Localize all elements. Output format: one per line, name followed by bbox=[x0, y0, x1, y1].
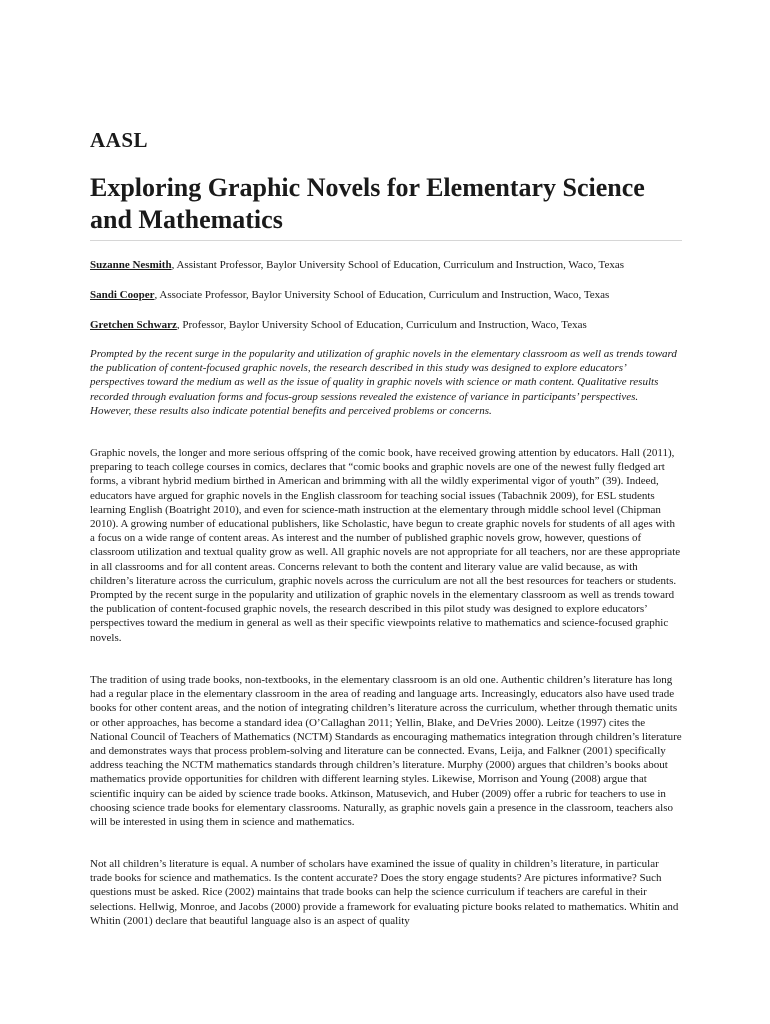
author-line bbox=[90, 318, 587, 332]
author-line bbox=[90, 258, 624, 272]
body-paragraph: Graphic novels, the longer and more serious offspring of the comic book, have received growing attention by educators. Hall (2011), preparing to teach college courses in comics, declares that “comic books and graphic novels are one of the newest fully fledged art forms, a vibrant hybrid medium birthed in American and brimming with all the wildly experimental vigor of youth” (39). Indeed, educators have argued for graphic novels in the English classroom for teaching social issues (Tabachnik 2009), for ESL students learning English (Boatright 2010), and even for science-math instruction at the elementary through middle school level (Chipman 2010). A growing number of educational publishers, like Scholastic, have begun to create graphic novels for students of all ages with a focus on a wide range of content areas. As interest and the number of published graphic novels grow, however, questions of classroom utilization and textual quality grow as well. All graphic novels are not appropriate for all teachers, nor are these appropriate in all classrooms and for all content areas. Concerns relevant to both the content and literary value are valid because, as with children’s literature across the curriculum, graphic novels across the curriculum are not all the best resources for teachers or students. Prompted by the recent surge in the popularity and utilization of graphic novels in the elementary classroom as well as trends toward the publication of content-focused graphic novels, the research described in this pilot study was designed to explore educators’ perspectives toward the medium in general as well as their specific viewpoints relative to mathematics and science-focused graphic novels. bbox=[90, 447, 681, 644]
author-affiliation: , Professor, Baylor University School of Education, Curriculum and Instruction, Waco, Texas bbox=[176, 319, 587, 331]
abstract: Prompted by the recent surge in the popularity and utilization of graphic novels in the elementary classroom as well as trends toward the publication of content-focused graphic novels, the research described in this study was designed to explore educators’ perspectives toward the medium as well as the issue of quality in graphic novels with science or math content. Qualitative results recorded through evaluation forms and focus-group sessions revealed the existence of variance in participants’ perspectives. However, these results also indicate potential benefits and perceived problems or concerns. bbox=[90, 348, 677, 417]
author-name-link[interactable]: Gretchen Schwarz bbox=[90, 319, 177, 331]
author-line bbox=[90, 288, 609, 302]
author-affiliation: , Associate Professor, Baylor University School of Education, Curriculum and Instruction, Waco, Texas bbox=[154, 289, 610, 301]
body-paragraph: Not all children’s literature is equal. A number of scholars have examined the issue of quality in children’s literature, in particular trade books for science and mathematics. Is the content accurate? Does the story engage students? Are pictures informative? Such questions must be asked. Rice (2002) maintains that trade books can help the science curriculum if teachers are careful in their selections. Hellwig, Monroe, and Jacobs (2000) provide a framework for evaluating picture books related to mathematics. Whitin and Whitin (2001) declare that beautiful language also is an aspect of quality bbox=[90, 858, 679, 927]
author-name-link[interactable]: Suzanne Nesmith bbox=[90, 259, 172, 271]
organization-heading: AASL bbox=[90, 128, 149, 152]
author-affiliation: , Assistant Professor, Baylor University School of Education, Curriculum and Instruction, Waco, Texas bbox=[171, 259, 624, 271]
title-divider bbox=[90, 240, 682, 241]
author-name-link[interactable]: Sandi Cooper bbox=[90, 289, 155, 301]
article-title: Exploring Graphic Novels for Elementary Science and Mathematics bbox=[90, 173, 645, 234]
body-paragraph: The tradition of using trade books, non-textbooks, in the elementary classroom is an old one. Authentic children’s literature has long had a regular place in the elementary classroom in the area of reading and language arts. Increasingly, educators also have used trade books for other content areas, and the notion of integrating children’s literature across the curriculum, whether through thematic units or other approaches, has become a standard idea (O’Callaghan 2011; Yellin, Blake, and DeVries 2000). Leitze (1997) cites the National Council of Teachers of Mathematics (NCTM) Standards as encouraging mathematics integration through children’s literature and demonstrates ways that process problem-solving and literature can be connected. Evans, Leija, and Falkner (2001) specifically address teaching the NCTM mathematics standards through children’s literature. Murphy (2000) argues that children’s books about mathematics provide opportunities for children with different learning styles. Likewise, Morrison and Young (2008) argue that scientific inquiry can be aided by science trade books. Atkinson, Matusevich, and Huber (2009) offer a rubric for teachers to use in choosing science trade books for elementary classrooms. Naturally, as graphic novels gain a presence in the classroom, teachers also will be interested in using them in science and mathematics. bbox=[90, 674, 682, 829]
